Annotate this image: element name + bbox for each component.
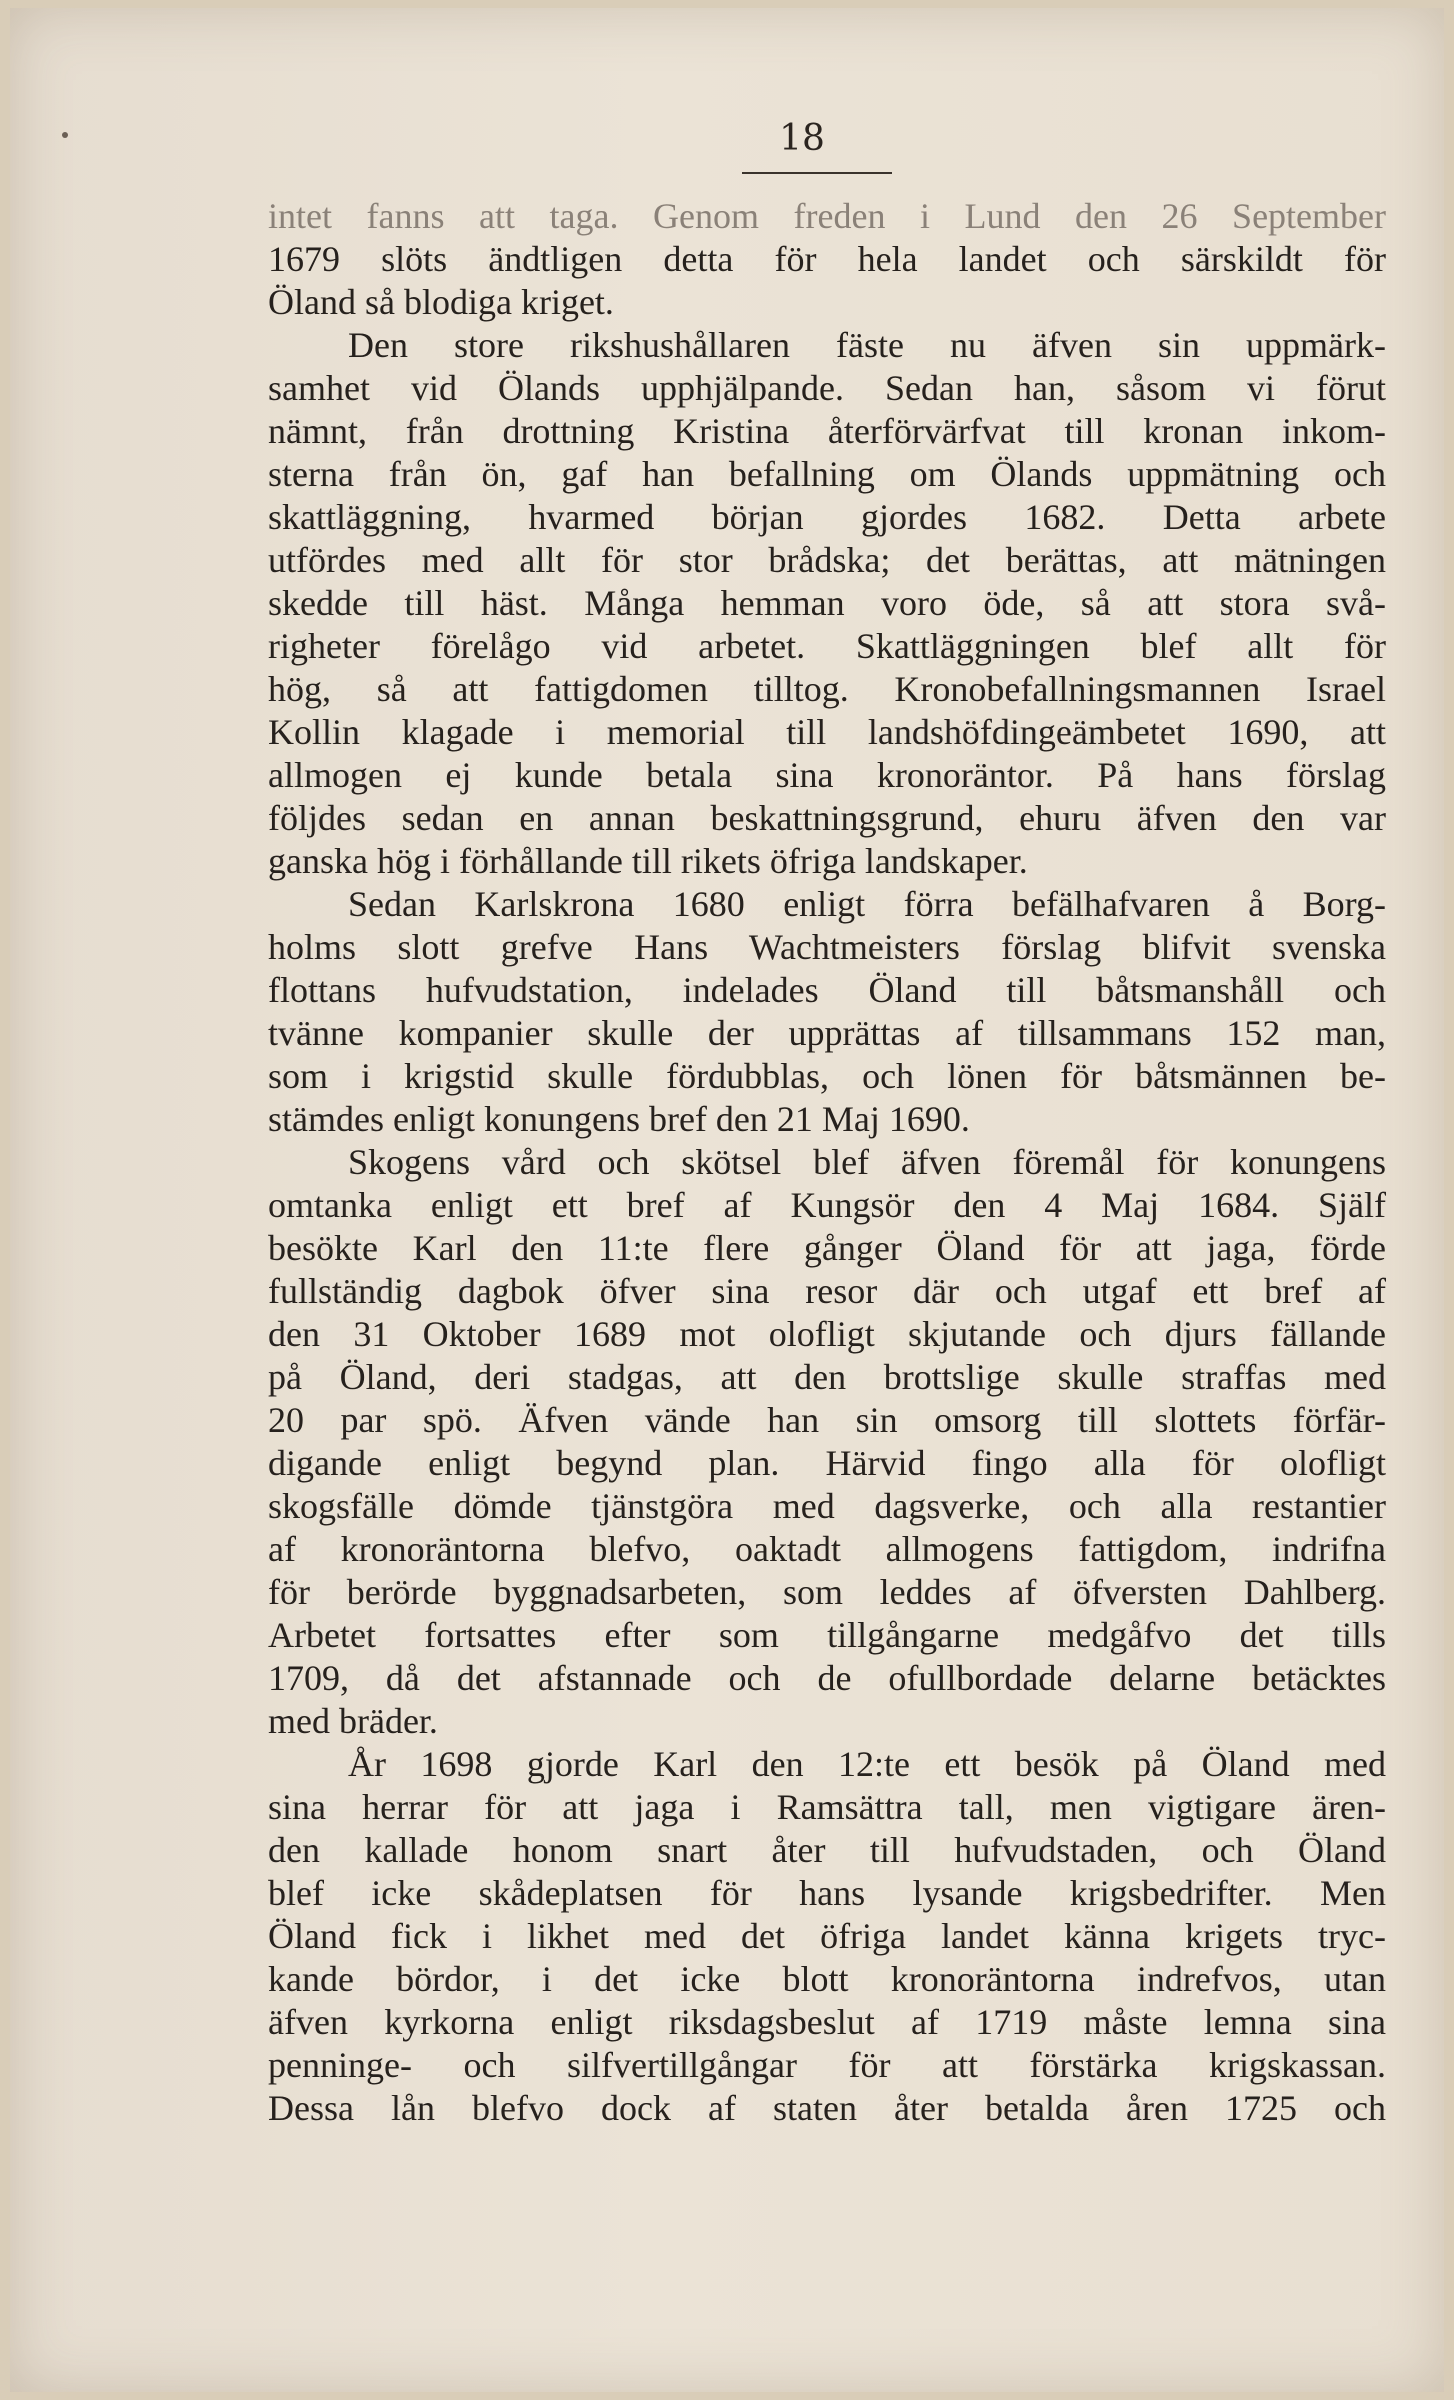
text-line: Öland fick i likhet med det öfriga landet känna krigets tryc- (268, 1916, 1386, 1956)
text-line: för berörde byggnadsarbeten, som leddes af öfversten Dahlberg. (268, 1572, 1386, 1612)
text-line: af kronoräntorna blefvo, oaktadt allmogens fattigdom, indrifna (268, 1529, 1386, 1569)
text-line: År 1698 gjorde Karl den 12:te ett besök på Öland med (348, 1744, 1386, 1784)
text-line: Öland så blodiga kriget. (268, 282, 614, 322)
text-line: utfördes med allt för stor brådska; det berättas, att mätningen (268, 540, 1386, 580)
text-line: intet fanns att taga. Genom freden i Lund den 26 September (268, 196, 1386, 236)
text-line: Dessa lån blefvo dock af staten åter betalda åren 1725 och (268, 2088, 1386, 2128)
text-line: med bräder. (268, 1701, 438, 1741)
text-line: ganska hög i förhållande till rikets öfriga landskaper. (268, 841, 1028, 881)
text-line: sterna från ön, gaf han befallning om Ölands uppmätning och (268, 454, 1386, 494)
page-number-rule (742, 172, 892, 174)
text-line: skogsfälle dömde tjänstgöra med dagsverke, och alla restantier (268, 1486, 1386, 1526)
text-line: skedde till häst. Många hemman voro öde, så att stora svå- (268, 583, 1386, 623)
text-line: tvänne kompanier skulle der upprättas af tillsammans 152 man, (268, 1013, 1386, 1053)
text-line: 20 par spö. Äfven vände han sin omsorg till slottets förfär- (268, 1400, 1386, 1440)
text-line: stämdes enligt konungens bref den 21 Maj 1690. (268, 1099, 970, 1139)
text-line: digande enligt begynd plan. Härvid fingo alla för olofligt (268, 1443, 1386, 1483)
text-line: blef icke skådeplatsen för hans lysande krigsbedrifter. Men (268, 1873, 1386, 1913)
text-line: äfven kyrkorna enligt riksdagsbeslut af 1719 måste lemna sina (268, 2002, 1386, 2042)
text-line: fullständig dagbok öfver sina resor där och utgaf ett bref af (268, 1271, 1386, 1311)
text-line: 1679 slöts ändtligen detta för hela landet och särskildt för (268, 239, 1386, 279)
text-line: sina herrar för att jaga i Ramsättra tall, men vigtigare ären- (268, 1787, 1386, 1827)
text-line: omtanka enligt ett bref af Kungsör den 4 Maj 1684. Själf (268, 1185, 1386, 1225)
text-line: righeter förelågo vid arbetet. Skattläggningen blef allt för (268, 626, 1386, 666)
text-line: som i krigstid skulle fördubblas, och lönen för båtsmännen be- (268, 1056, 1386, 1096)
text-line: Arbetet fortsattes efter som tillgångarne medgåfvo det tills (268, 1615, 1386, 1655)
text-line: den kallade honom snart åter till hufvudstaden, och Öland (268, 1830, 1386, 1870)
page-number: 18 (779, 118, 825, 159)
text-line: 1709, då det afstannade och de ofullbordade delarne betäcktes (268, 1658, 1386, 1698)
text-line: hög, så att fattigdomen tilltog. Kronobefallningsmannen Israel (268, 669, 1386, 709)
text-line: på Öland, deri stadgas, att den brottslige skulle straffas med (268, 1357, 1386, 1397)
text-line: besökte Karl den 11:te flere gånger Öland för att jaga, förde (268, 1228, 1386, 1268)
text-line: holms slott grefve Hans Wachtmeisters förslag blifvit svenska (268, 927, 1386, 967)
text-line: kande bördor, i det icke blott kronoräntorna indrefvos, utan (268, 1959, 1386, 1999)
text-line: Sedan Karlskrona 1680 enligt förra befälhafvaren å Borg- (348, 884, 1386, 924)
text-line: Skogens vård och skötsel blef äfven föremål för konungens (348, 1142, 1386, 1182)
text-line: nämnt, från drottning Kristina återförvärfvat till kronan inkom- (268, 411, 1386, 451)
text-line: penninge- och silfvertillgångar för att förstärka krigskassan. (268, 2045, 1386, 2085)
text-line: Kollin klagade i memorial till landshöfdingeämbetet 1690, att (268, 712, 1386, 752)
text-line: flottans hufvudstation, indelades Öland till båtsmanshåll och (268, 970, 1386, 1010)
text-line: samhet vid Ölands upphjälpande. Sedan han, såsom vi förut (268, 368, 1386, 408)
text-line: allmogen ej kunde betala sina kronoräntor. På hans förslag (268, 755, 1386, 795)
body-text (268, 195, 1386, 2130)
text-line: den 31 Oktober 1689 mot olofligt skjutande och djurs fällande (268, 1314, 1386, 1354)
text-line: följdes sedan en annan beskattningsgrund, ehuru äfven den var (268, 798, 1386, 838)
text-line: Den store rikshushållaren fäste nu äfven sin uppmärk- (348, 325, 1386, 365)
text-line: skattläggning, hvarmed början gjordes 1682. Detta arbete (268, 497, 1386, 537)
